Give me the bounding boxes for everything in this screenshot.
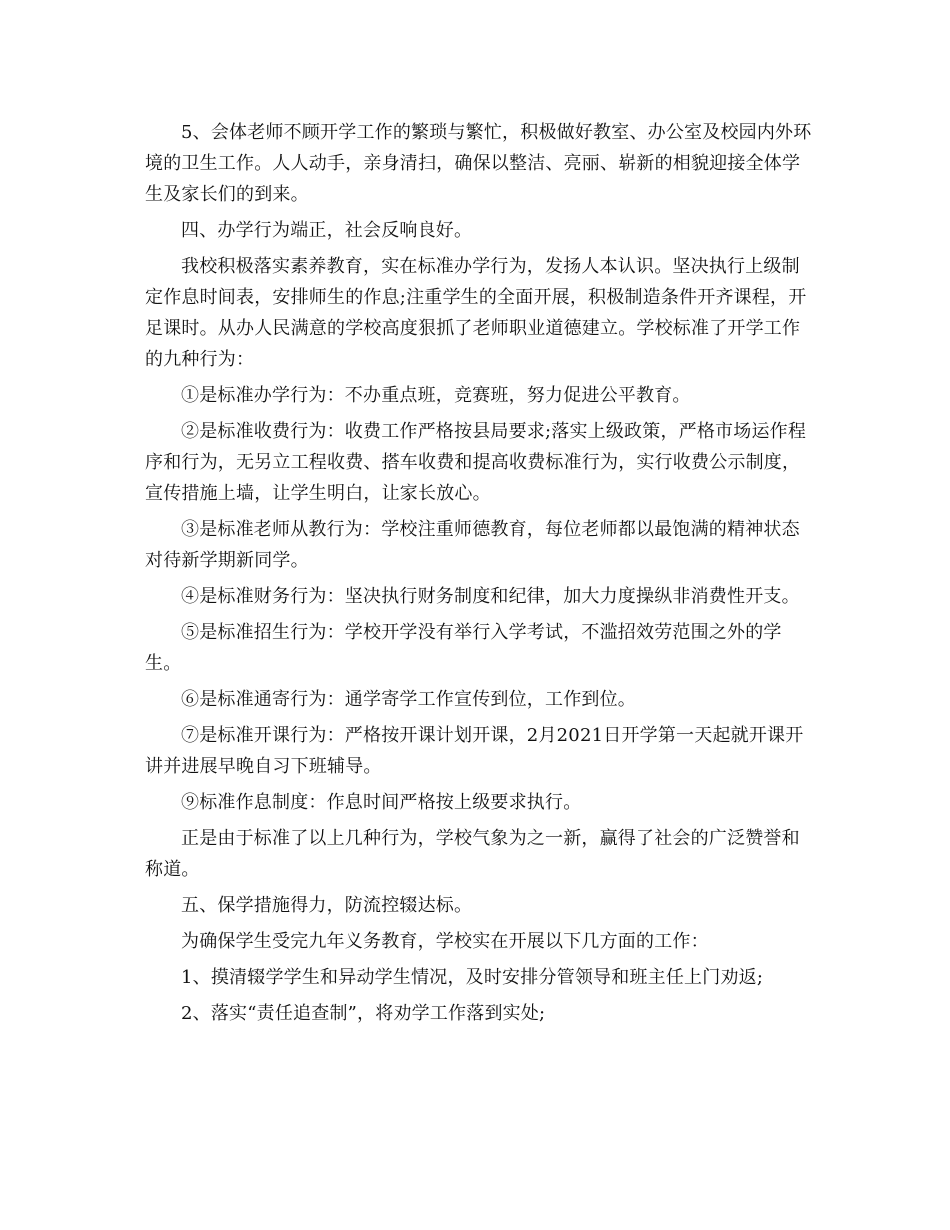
paragraph-item-5-hygiene: 5、会体老师不顾开学工作的繁琐与繁忙，积极做好教室、办公室及校园内外环境的卫生工作。人人动手，亲身清扫，确保以整洁、亮丽、崭新的相貌迎接全体学生及家长们的到来。 [145, 122, 812, 205]
document-body [145, 117, 815, 1034]
paragraph-behavior-2: ②是标准收费行为：收费工作严格按县局要求;落实上级政策，严格市场运作程序和行为，无另立工程收费、搭车收费和提高收费标准行为，实行收费公示制度，宣传措施上墙，让学生明白，让家长放心。 [145, 421, 807, 504]
section-heading-4: 四、办学行为端正，社会反响良好。 [181, 220, 473, 241]
paragraph-quality-education: 我校积极落实素养教育，实在标准办学行为，发扬人本认识。坚决执行上级制定作息时间表，安排师生的作息;注重学生的全面开展，积极制造条件开齐课程，开足课时。从办人民满意的学校高度狠抓了老师职业道德建立。学校标准了开学工作的九种行为： [145, 256, 807, 370]
paragraph-behavior-5: ⑤是标准招生行为：学校开学没有举行入学考试，不滥招效劳范围之外的学生。 [145, 622, 782, 674]
paragraph-behavior-3: ③是标准老师从教行为：学校注重师德教育，每位老师都以最饱满的精神状态对待新学期新同学。 [145, 519, 800, 571]
paragraph-behavior-9: ⑨标准作息制度：作息时间严格按上级要求执行。 [181, 792, 582, 813]
paragraph-behavior-4: ④是标准财务行为：坚决执行财务制度和纪律，加大力度操纵非消费性开支。 [181, 586, 800, 607]
paragraph-behavior-7: ⑦是标准开课行为：严格按开课计划开课，2月2021日开学第一天起就开课开讲并进展早晚自习下班辅导。 [145, 725, 804, 777]
paragraph-summary: 正是由于标准了以上几种行为，学校气象为之一新，赢得了社会的广泛赞誉和称道。 [145, 828, 800, 880]
section-heading-5: 五、保学措施得力，防流控辍达标。 [181, 895, 473, 916]
paragraph-retention-item-2: 2、落实“责任追查制”，将劝学工作落到实处; [181, 1003, 546, 1024]
paragraph-behavior-6: ⑥是标准通寄行为：通学寄学工作宣传到位，工作到位。 [181, 689, 636, 710]
paragraph-retention-item-1: 1、摸清辍学学生和异动学生情况，及时安排分管领导和班主任上门劝返; [181, 967, 764, 988]
paragraph-behavior-1: ①是标准办学行为：不办重点班，竞赛班，努力促进公平教育。 [181, 385, 691, 406]
paragraph-retention-intro: 为确保学生受完九年义务教育，学校实在开展以下几方面的工作： [181, 931, 709, 952]
